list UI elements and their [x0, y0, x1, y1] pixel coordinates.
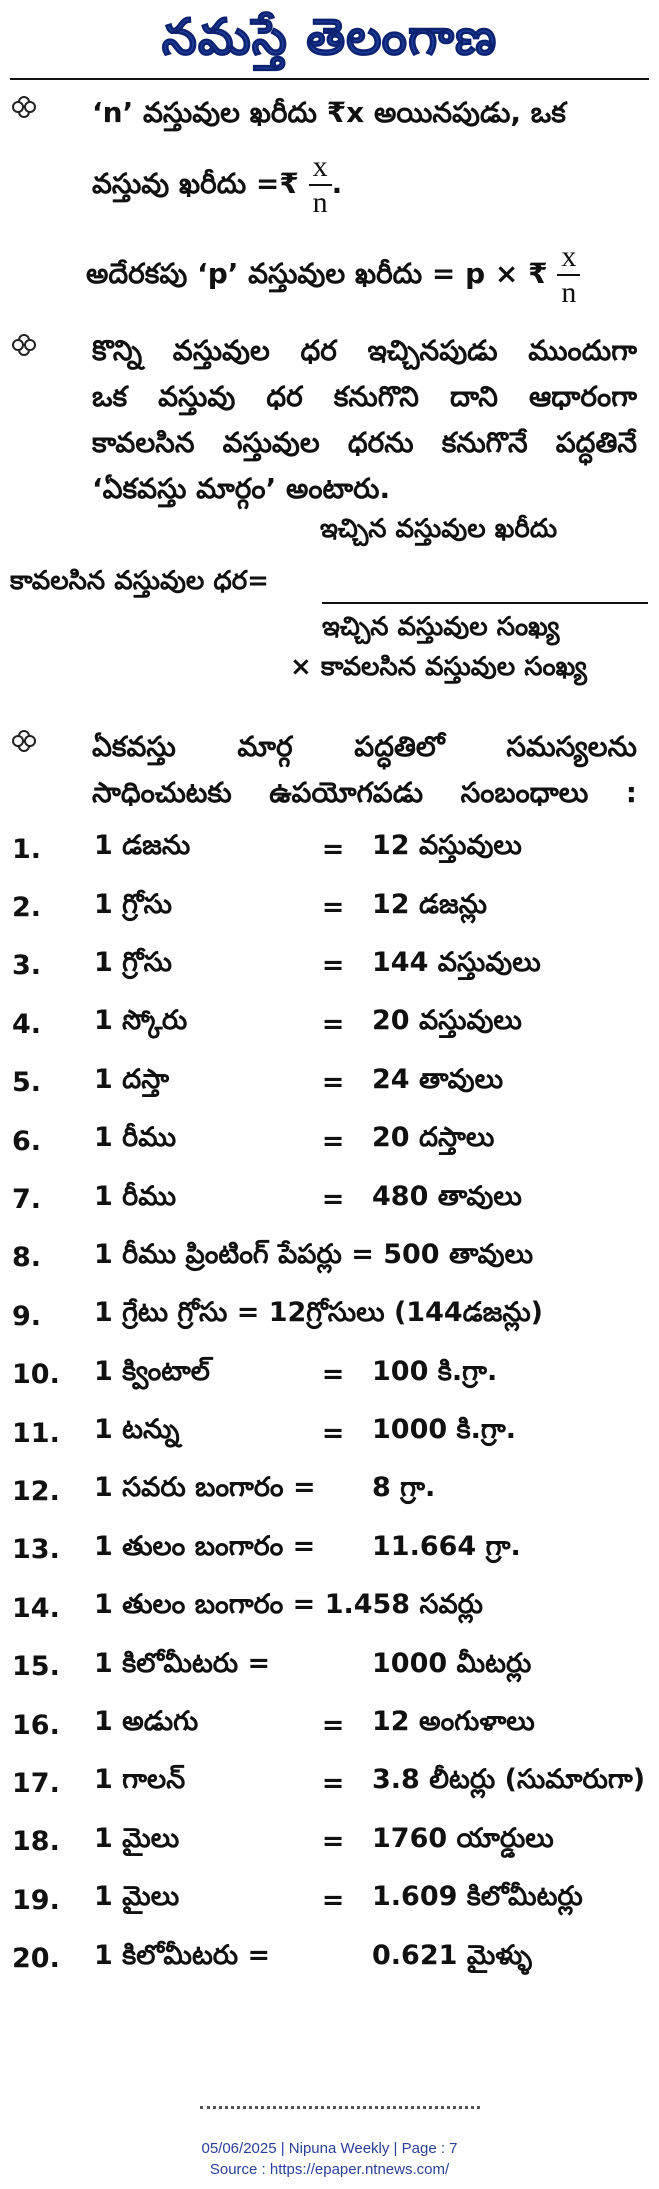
row-number: 12. [12, 1475, 60, 1507]
footer-source-line: Source : https://epaper.ntnews.com/ [209, 2161, 450, 2178]
bullet-point-unitary-method [0, 328, 659, 512]
bullet3-line1: ఏకవస్తు మార్గ పద్ధతిలో సమస్యలను [92, 730, 637, 763]
row-value: 20 వస్తువులు [372, 1005, 522, 1037]
row-number: 8. [12, 1242, 42, 1274]
table-row [12, 1637, 652, 1695]
row-item: 1 కిలోమీటరు = [94, 1647, 271, 1679]
page-footer [0, 2138, 659, 2180]
row-item: 1 గ్రోసు [94, 946, 172, 978]
table-row [12, 1696, 652, 1754]
table-row [12, 1521, 652, 1579]
table-row [12, 1929, 652, 1987]
row-item: 1 మైలు [94, 1881, 180, 1913]
row-item: 1 స్కోరు [94, 1005, 188, 1037]
row-value: 1.609 కిలోమీటర్లు [372, 1881, 583, 1913]
row-item: 1 మైలు [94, 1822, 180, 1854]
fraction-numerator-2: x [557, 240, 580, 276]
row-value: 100 కి.గ్రా. [372, 1355, 498, 1387]
unit-conversion-table [12, 820, 652, 1988]
table-row [12, 1404, 652, 1462]
row-equals: = [321, 833, 345, 865]
row-value: 1000 మీటర్లు [372, 1647, 532, 1679]
row-number: 11. [12, 1417, 60, 1449]
bullet1-line2 [92, 150, 637, 220]
unitary-formula [0, 512, 659, 680]
row-equals: = [321, 1125, 345, 1157]
row-equals: = [321, 1884, 345, 1916]
row-item: 1 టన్ను [94, 1414, 180, 1446]
bullet-point-cost-of-items [0, 90, 659, 310]
row-item: 1 రీము [94, 1122, 177, 1154]
row-value: 3.8 లీటర్లు (సుమారుగా) [372, 1764, 646, 1796]
table-row [12, 937, 652, 995]
row-number: 4. [12, 1008, 42, 1040]
table-row [12, 1229, 652, 1287]
formula-denominator-2: × కావలసిన వస్తువుల సంఖ్య [290, 652, 587, 682]
row-value: 0.621 మైళ్ళు [372, 1939, 533, 1971]
table-row [12, 1054, 652, 1112]
row-number: 19. [12, 1884, 60, 1916]
row-number: 15. [12, 1651, 60, 1683]
row-item: 1 దస్తా [94, 1063, 170, 1095]
bullet2-line1: కొన్ని వస్తువుల ధర ఇచ్చినపుడు ముందుగా [92, 334, 637, 367]
row-equals: = [321, 1767, 345, 1799]
table-row [12, 1813, 652, 1871]
newspaper-logo: నమస్తే తెలంగాణ [161, 8, 498, 66]
table-row [12, 820, 652, 878]
row-number: 3. [12, 950, 42, 982]
bullet2-line4: ‘ఏకవస్తు మార్గం’ అంటారు. [92, 472, 391, 505]
row-value: 144 వస్తువులు [372, 946, 541, 978]
unit-rows [12, 820, 652, 1988]
fraction-x-over-n-2 [557, 240, 580, 310]
row-number: 10. [12, 1359, 60, 1391]
bullet1-line3-text: అదేరకపు ‘p’ వస్తువుల ఖరీదు = p × ₹ [86, 257, 548, 290]
row-value: 1000 కి.గ్రా. [372, 1414, 517, 1446]
row-item: 1 రీము ప్రింటింగ్ పేపర్లు = 500 తావులు [94, 1238, 534, 1270]
row-value: 12 డజన్లు [372, 888, 487, 920]
table-row [12, 878, 652, 936]
row-number: 17. [12, 1767, 60, 1799]
row-number: 14. [12, 1592, 60, 1624]
row-item: 1 గాలన్ [94, 1764, 186, 1796]
row-value: 480 తావులు [372, 1180, 522, 1212]
bullet1-line3 [86, 240, 637, 310]
bullet3-line2: సాధించుటకు ఉపయోగపడు సంబంధాలు : [92, 776, 637, 809]
table-row [12, 1754, 652, 1812]
row-value: 24 తావులు [372, 1063, 504, 1095]
row-number: 2. [12, 892, 42, 924]
row-number: 9. [12, 1300, 42, 1332]
fraction-denominator-2: n [561, 276, 577, 309]
fraction-denominator: n [312, 186, 328, 219]
row-value: 1760 యార్డులు [372, 1822, 554, 1854]
row-item: 1 తులం బంగారం = 1.458 సవర్లు [94, 1589, 484, 1621]
table-row [12, 1112, 652, 1170]
flower-bullet-icon [12, 96, 32, 116]
table-row [12, 1871, 652, 1929]
row-value: 12 వస్తువులు [372, 830, 522, 862]
row-number: 1. [12, 833, 42, 865]
bullet1-line2-text: వస్తువు ఖరీదు =₹ [92, 167, 299, 200]
row-equals: = [321, 892, 345, 924]
row-item: 1 కిలోమీటరు = [94, 1939, 271, 1971]
fraction-numerator: x [309, 150, 332, 186]
page-cut-edge [200, 2106, 480, 2115]
row-item: 1 గ్రోసు [94, 888, 172, 920]
row-value: 8 గ్రా. [372, 1472, 436, 1504]
row-equals: = [321, 1008, 345, 1040]
row-equals: = [321, 1067, 345, 1099]
bullet1-line2-end: . [331, 167, 343, 200]
row-equals: = [321, 1709, 345, 1741]
row-equals: = [321, 1359, 345, 1391]
row-value: 20 దస్తాలు [372, 1122, 495, 1154]
row-number: 13. [12, 1534, 60, 1566]
table-row [12, 1462, 652, 1520]
bullet-point-relations [0, 724, 659, 816]
flower-bullet-icon [12, 334, 32, 354]
row-item: 1 సవరు బంగారం = [94, 1472, 316, 1504]
formula-lhs: కావలసిన వస్తువుల ధర= [10, 566, 269, 596]
bullet2-line3: కావలసిన వస్తువుల ధరను కనుగొనే పద్ధతినే [92, 426, 637, 459]
formula-denominator-1: ఇచ్చిన వస్తువుల సంఖ్య [322, 612, 560, 642]
row-equals: = [321, 950, 345, 982]
row-equals: = [321, 1417, 345, 1449]
row-value: 12 అంగుళాలు [372, 1706, 535, 1738]
table-row [12, 1346, 652, 1404]
row-number: 7. [12, 1184, 42, 1216]
flower-bullet-icon [12, 730, 32, 750]
table-row [12, 1579, 652, 1637]
fraction-x-over-n [309, 150, 332, 220]
row-item: 1 అడుగు [94, 1706, 199, 1738]
table-row [12, 1170, 652, 1228]
row-item: 1 రీము [94, 1180, 177, 1212]
row-number: 20. [12, 1943, 60, 1975]
row-item: 1 తులం బంగారం = [94, 1530, 316, 1562]
row-equals: = [321, 1184, 345, 1216]
row-number: 16. [12, 1709, 60, 1741]
bullet2-line2: ఒక వస్తువు ధర కనుగొని దాని ఆధారంగా [92, 380, 637, 413]
table-row [12, 1287, 652, 1345]
bullet1-line1: ‘n’ వస్తువుల ఖరీదు ₹x అయినపుడు, ఒక [92, 96, 566, 129]
formula-numerator: ఇచ్చిన వస్తువుల ఖరీదు [320, 514, 558, 544]
footer-date-line: 05/06/2025 | Nipuna Weekly | Page : 7 [201, 2140, 458, 2157]
row-value: 11.664 గ్రా. [372, 1530, 521, 1562]
row-number: 5. [12, 1067, 42, 1099]
formula-fraction-bar [322, 602, 648, 604]
row-item: 1 క్వింటాల్ [94, 1355, 210, 1387]
table-row [12, 995, 652, 1053]
row-number: 6. [12, 1125, 42, 1157]
masthead-area [0, 0, 659, 78]
row-number: 18. [12, 1826, 60, 1858]
row-item: 1 డజను [94, 830, 191, 862]
row-equals: = [321, 1826, 345, 1858]
row-item: 1 గ్రేటు గ్రోసు = 12గ్రోసులు (144డజన్లు) [94, 1297, 544, 1329]
